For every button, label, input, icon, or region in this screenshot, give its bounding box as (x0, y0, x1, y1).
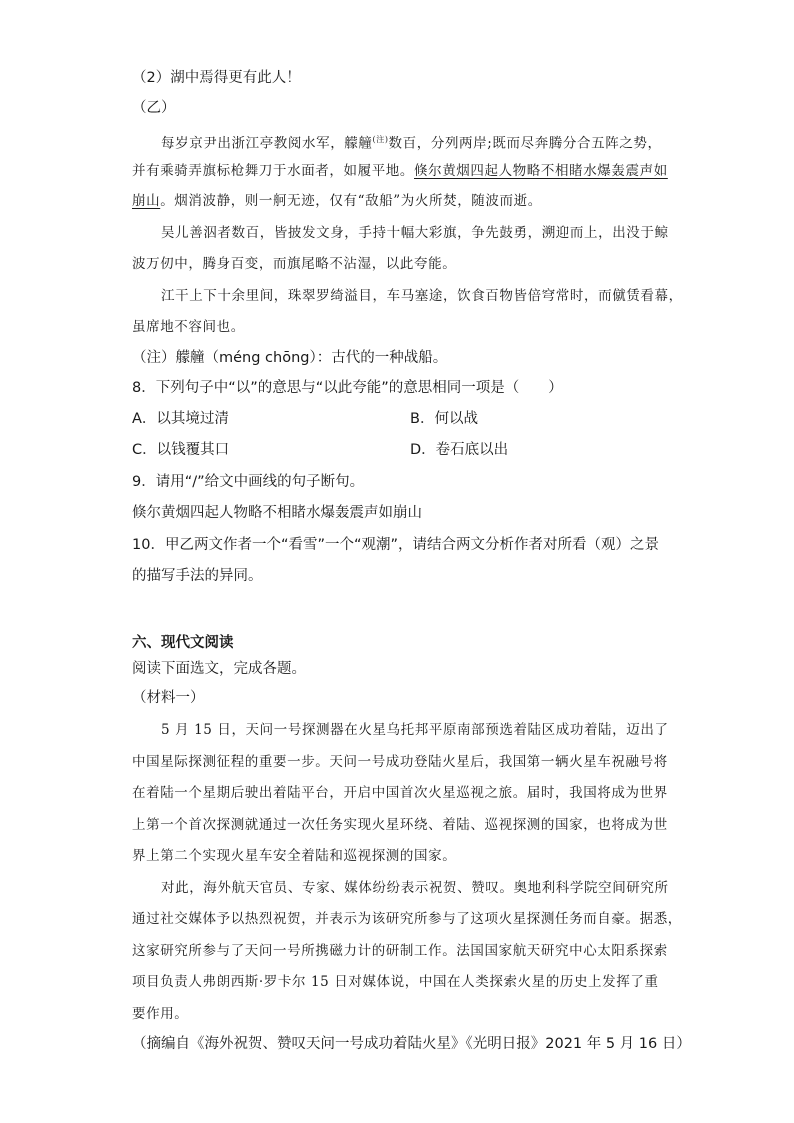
source-citation: （摘编自《海外祝贺、赞叹天问一号成功着陆火星》《光明日报》2021 年 5 月 16 日） (132, 1036, 691, 1052)
text-span: 数百，分列两岸;既而尽奔腾分合五阵之势， (388, 135, 662, 152)
underlined-sentence: 倏尔黄烟四起人物略不相睹水爆轰震声如 (414, 163, 668, 179)
passage-b-line (132, 161, 668, 181)
passage-b-label: （乙） (132, 100, 176, 116)
passage-b-line (161, 130, 662, 154)
material-line: 这家研究所参与了天问一号所携磁力计的研制工作。法国国家航天研究中心太阳系探索 (132, 943, 668, 959)
passage-b-line: 江干上下十余里间，珠翠罗绮溢目，车马塞途，饮食百物皆倍穹常时，而僦赁看幕， (161, 288, 683, 304)
material-line: 界上第二个实现火星车安全着陆和巡视探测的国家。 (132, 848, 457, 864)
section-heading: 六、现代文阅读 (132, 635, 234, 651)
material-line: 对此，海外航天官员、专家、媒体纷纷表示祝贺、赞叹。奥地利科学院空间研究所 (161, 880, 669, 896)
material-line: 中国星际探测征程的重要一步。天问一号成功登陆火星后，我国第一辆火星车祝融号将 (132, 754, 668, 770)
footnote: （注）艨艟（méng chōng）：古代的一种战船。 (132, 350, 448, 366)
material-line: 上第一个首次探测就通过一次任务实现火星环绕、着陆、巡视探测的国家，也将成为世 (132, 817, 668, 833)
passage-b-line: 吴儿善泅者数百，皆披发文身，手持十幅大彩旗，争先鼓勇，溯迎而上，出没于鲸 (161, 225, 669, 241)
material-line: 通过社交媒体予以热烈祝贺，并表示为该研究所参与了这项火星探测任务而自豪。据悉， (132, 911, 682, 927)
question-9-stem: 9．请用“/”给文中画线的句子断句。 (132, 474, 365, 490)
question-10-line: 的描写手法的异同。 (132, 568, 263, 584)
question-9-sentence: 倏尔黄烟四起人物略不相睹水爆轰震声如崩山 (132, 505, 422, 521)
text-span: 并有乘骑弄旗标枪舞刀于水面者，如履平地。 (132, 163, 414, 179)
section-instruction: 阅读下面选文，完成各题。 (132, 661, 306, 677)
option-c: C．以钱覆其口 (132, 442, 230, 458)
option-b: B．何以战 (410, 411, 478, 427)
material-label: （材料一） (132, 690, 205, 706)
question-8-stem: 8．下列句子中“以”的意思与“以此夸能”的意思相同一项是（ ） (132, 380, 563, 396)
underlined-sentence: 崩山 (132, 193, 161, 209)
question-10-line: 10．甲乙两文作者一个“看雪”一个“观潮”，请结合两文分析作者对所看（观）之景 (132, 537, 659, 553)
material-line: 5 月 15 日，天问一号探测器在火星乌托邦平原南部预选着陆区成功着陆，迈出了 (161, 722, 669, 738)
option-a: A．以其境过清 (132, 411, 229, 427)
material-line: 在着陆一个星期后驶出着陆平台，开启中国首次火星巡视之旅。届时，我国将成为世界 (132, 785, 668, 801)
passage-b-line: 波万仞中，腾身百变，而旗尾略不沾湿，以此夸能。 (132, 256, 457, 272)
material-line: 要作用。 (132, 1006, 189, 1022)
option-d: D．卷石底以出 (410, 442, 509, 458)
text-span: 。烟消波静，则一舸无迹，仅有“敌船”为火所焚，随波而逝。 (160, 193, 542, 209)
passage-b-line (132, 191, 542, 211)
question-2-line: （2）湖中焉得更有此人！ (132, 70, 301, 86)
passage-b-line: 虽席地不容间也。 (132, 319, 245, 335)
note-marker: (注) (372, 135, 389, 144)
text-span: 每岁京尹出浙江亭教阅水军，艨艟 (161, 135, 373, 152)
material-line: 项目负责人弗朗西斯·罗卡尔 15 日对媒体说，中国在人类探索火星的历史上发挥了重 (132, 974, 659, 990)
